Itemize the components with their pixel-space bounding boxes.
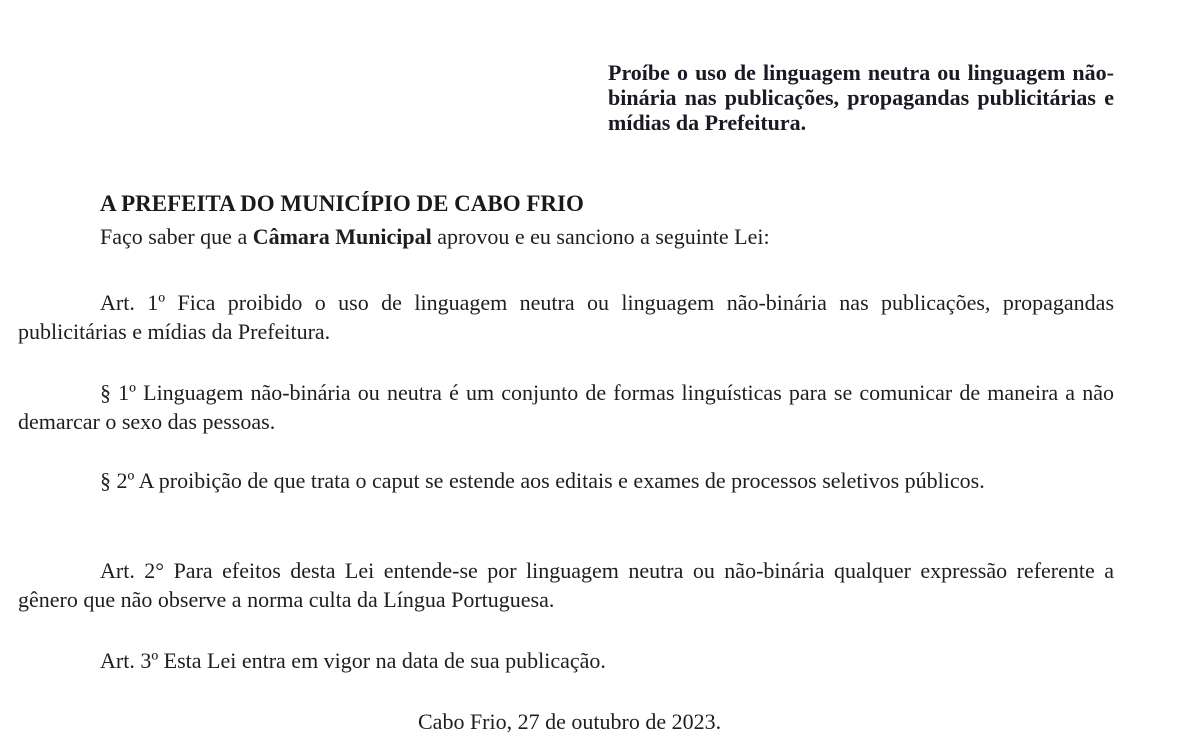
paragraph-2: § 2º A proibição de que trata o caput se estende aos editais e exames de processos seletivos públicos. [100,468,985,493]
law-summary-ementa: Proíbe o uso de linguagem neutra ou linguagem não-binária nas publicações, propagandas publicitárias e mídias da Prefeitura. [608,60,1114,135]
enactment-clause [100,223,770,251]
article-2: Art. 2° Para efeitos desta Lei entende-se por linguagem neutra ou não-binária qualquer expressão referente a gênero que não observe a norma culta da Língua Portuguesa. [18,558,1114,612]
enactment-bold-entity: Câmara Municipal [252,224,432,249]
article-1: Art. 1º Fica proibido o uso de linguagem neutra ou linguagem não-binária nas publicações, propagandas publicitárias e mídias da Prefeitura. [18,290,1114,344]
place-and-date: Cabo Frio, 27 de outubro de 2023. [418,709,722,734]
article-3: Art. 3º Esta Lei entra em vigor na data de sua publicação. [100,648,606,673]
document-heading: A PREFEITA DO MUNICÍPIO DE CABO FRIO [100,191,584,216]
enactment-suffix: aprovou e eu sanciono a seguinte Lei: [431,224,770,249]
enactment-prefix: Faço saber que a [100,224,253,249]
paragraph-1: § 1º Linguagem não-binária ou neutra é um conjunto de formas linguísticas para se comunicar de maneira a não demarcar o sexo das pessoas. [18,380,1114,434]
